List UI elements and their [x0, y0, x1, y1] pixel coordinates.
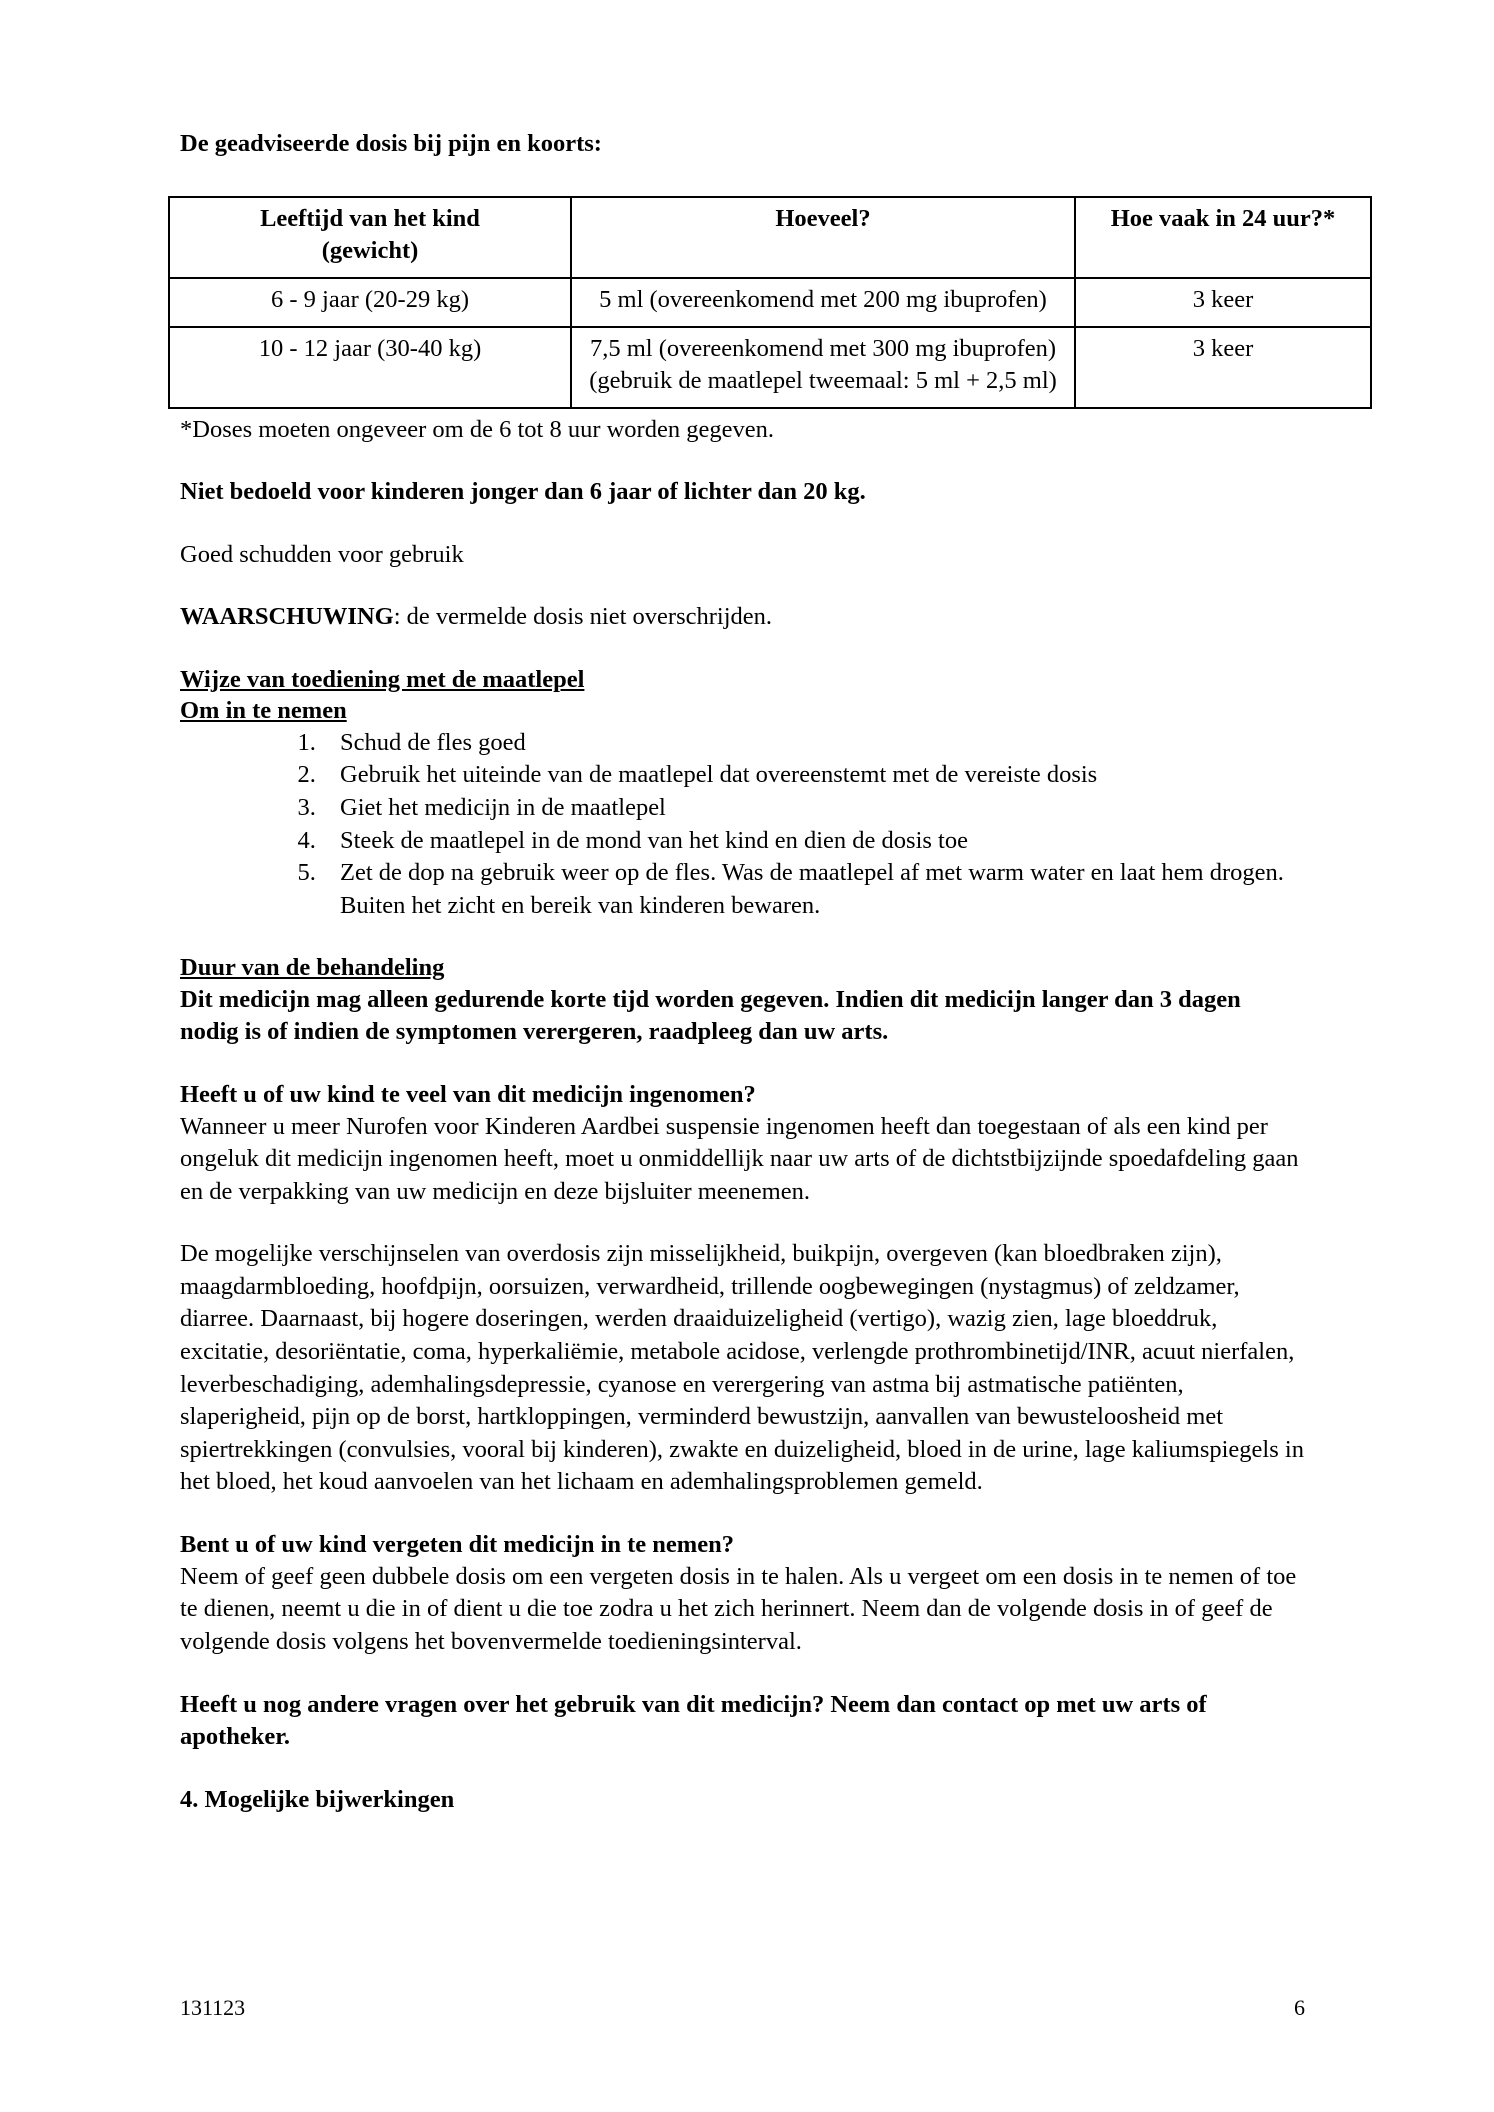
cell-frequency: 3 keer	[1075, 327, 1371, 408]
cell-age: 6 - 9 jaar (20-29 kg)	[169, 278, 571, 327]
table-header-row	[169, 197, 1371, 278]
dosage-heading: De geadviseerde dosis bij pijn en koorts:	[180, 130, 602, 157]
footer-document-code: 131123	[180, 1995, 246, 2020]
dose-table-container	[180, 196, 1336, 409]
dose-table-body	[169, 278, 1371, 408]
list-item: 3. Giet het medicijn in de maatlepel	[322, 792, 1305, 825]
administration-steps-list	[180, 727, 1305, 922]
column-header-frequency: Hoe vaak in 24 uur?*	[1075, 197, 1371, 278]
column-header-age	[169, 197, 571, 278]
section-4-heading: 4. Mogelijke bijwerkingen	[180, 1785, 455, 1813]
dose-table	[168, 196, 1372, 409]
column-header-age-line1: Leeftijd van het kind	[260, 204, 480, 232]
warning-line	[180, 601, 1305, 634]
column-header-age-line2: (gewicht)	[321, 237, 419, 265]
cell-amount: 7,5 ml (overeenkomend met 300 mg ibuprofen) (gebruik de maatlepel tweemaal: 5 ml + 2,5 ml)	[571, 327, 1075, 408]
list-item: 5. Zet de dop na gebruik weer op de fles. Was de maatlepel af met warm water en laat hem drogen. Buiten het zicht en bereik van kinderen bewaren.	[322, 857, 1305, 922]
shake-well-text: Goed schudden voor gebruik	[180, 540, 464, 568]
duration-text: Dit medicijn mag alleen gedurende korte tijd worden gegeven. Indien dit medicijn langer dan 3 dagen nodig is of indien de symptomen verergeren, raadpleeg dan uw arts.	[180, 985, 1241, 1046]
administration-heading: Wijze van toediening met de maatlepel	[180, 666, 585, 694]
overdose-heading: Heeft u of uw kind te veel van dit medicijn ingenomen?	[180, 1080, 756, 1108]
further-questions-text: Heeft u nog andere vragen over het gebruik van dit medicijn? Neem dan contact op met uw arts of apotheker.	[180, 1690, 1207, 1751]
list-item: 2. Gebruik het uiteinde van de maatlepel dat overeenstemt met de vereiste dosis	[322, 759, 1305, 792]
table-row	[169, 327, 1371, 408]
column-header-amount: Hoeveel?	[571, 197, 1075, 278]
overdose-paragraph-1: Wanneer u meer Nurofen voor Kinderen Aardbei suspensie ingenomen heeft dan toegestaan of als een kind per ongeluk dit medicijn ingenomen heeft, moet u onmiddellijk naar uw arts of de dichtstbijzijnde spoedafdeling gaan en de verpakking van uw medicijn en deze bijsluiter meenemen.	[180, 1112, 1299, 1205]
cell-frequency: 3 keer	[1075, 278, 1371, 327]
footer-page-number: 6	[1294, 1995, 1305, 2020]
duration-heading: Duur van de behandeling	[180, 954, 445, 982]
overdose-paragraph-2: De mogelijke verschijnselen van overdosis zijn misselijkheid, buikpijn, overgeven (kan bloedbraken zijn), maagdarmbloeding, hoofdpijn, oorsuizen, verwardheid, trillende oogbewegingen (nystagmus) of zeldzamer, diarree. Daarnaast, bij hogere doseringen, werden draaiduizeligheid (vertigo), wazig zien, lage bloeddruk, excitatie, desoriëntatie, coma, hyperkaliëmie, metabole acidose, verlengde prothrombinetijd/INR, acuut nierfalen, leverbeschadiging, ademhalingsdepressie, cyanose en verergering van astma bij astmatische patiënten, slaperigheid, pijn op de borst, hartkloppingen, verminderd bewustzijn, aanvallen van bewusteloosheid met spiertrekkingen (convulsies, vooral bij kinderen), zwakte en duizeligheid, bloed in de urine, lage kaliumspiegels in het bloed, het koud aanvoelen van het lichaam en ademhalingsproblemen gemeld.	[180, 1240, 1304, 1496]
cell-age: 10 - 12 jaar (30-40 kg)	[169, 327, 571, 408]
warning-label: WAARSCHUWING	[180, 603, 394, 631]
page-footer	[180, 1995, 1305, 2021]
table-row	[169, 278, 1371, 327]
page-content	[180, 128, 1336, 1816]
dose-table-head	[169, 197, 1371, 278]
list-item: 1. Schud de fles goed	[322, 727, 1305, 760]
cell-amount: 5 ml (overeenkomend met 200 mg ibuprofen)	[571, 278, 1075, 327]
warning-rest: : de vermelde dosis niet overschrijden.	[393, 603, 772, 631]
administration-subheading: Om in te nemen	[180, 697, 347, 725]
administration-heading-block	[180, 664, 1305, 727]
list-item: 4. Steek de maatlepel in de mond van het kind en dien de dosis toe	[322, 825, 1305, 858]
table-footnote: *Doses moeten ongeveer om de 6 tot 8 uur worden gegeven.	[180, 415, 774, 443]
missed-dose-heading: Bent u of uw kind vergeten dit medicijn in te nemen?	[180, 1530, 734, 1558]
not-for-children-notice: Niet bedoeld voor kinderen jonger dan 6 jaar of lichter dan 20 kg.	[180, 478, 866, 506]
missed-dose-text: Neem of geef geen dubbele dosis om een vergeten dosis in te halen. Als u vergeet om een dosis in te nemen of toe te dienen, neemt u die in of dient u die toe zodra u het zich herinnert. Neem dan de volgende dosis in of geef de volgende dosis volgens het bovenvermelde toedieningsinterval.	[180, 1562, 1297, 1655]
